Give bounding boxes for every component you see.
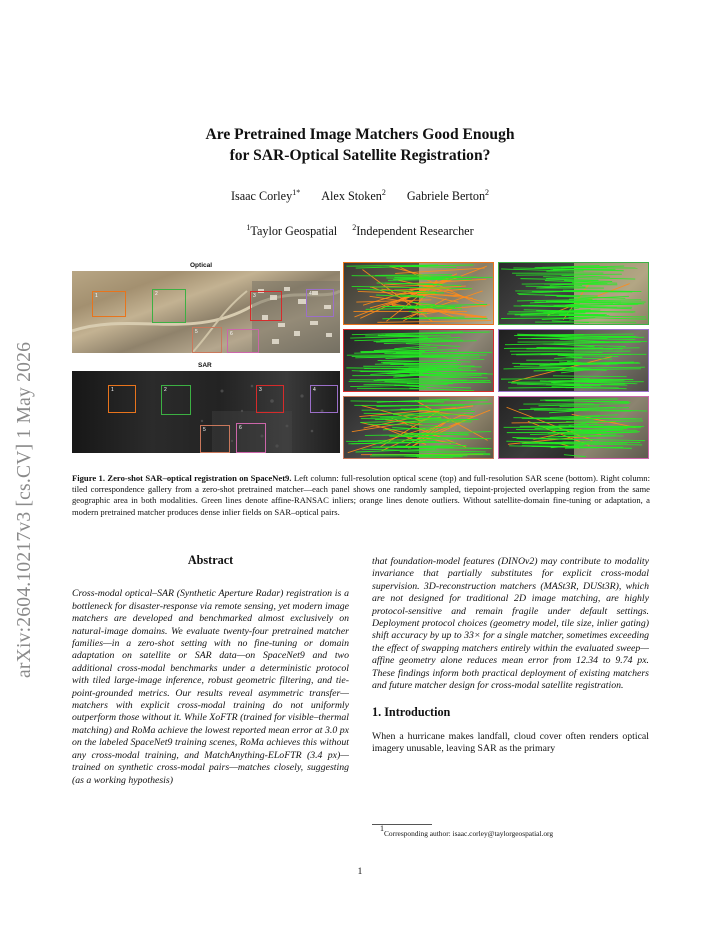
correspondence-gallery: [343, 262, 650, 459]
roi-box-5: 5: [192, 327, 222, 353]
inlier-line: [546, 369, 641, 370]
page-number: 1: [357, 866, 363, 877]
inlier-line: [402, 436, 434, 437]
roi-box-4: 4: [310, 385, 338, 413]
inlier-line: [384, 381, 490, 382]
author: Alex Stoken$^2$: [321, 188, 386, 203]
inlier-line: [406, 344, 460, 347]
abstract-right-column: [372, 556, 649, 756]
inlier-line: [536, 334, 633, 335]
outlier-line: [377, 321, 491, 323]
roi-box-1: 1: [92, 291, 126, 317]
inlier-line: [542, 267, 637, 268]
inlier-line: [561, 275, 609, 277]
match-panel-1: [343, 262, 494, 325]
inlier-line: [549, 411, 579, 413]
affiliation: $^1$Taylor Geospatial: [246, 223, 338, 238]
roi-box-6: 6: [236, 423, 266, 453]
roi-box-3: 3: [256, 385, 284, 413]
match-panel-3: [343, 329, 494, 392]
paper-title: [0, 124, 720, 166]
roi-box-5: 5: [200, 425, 230, 453]
abstract-text-continued: that foundation-model features (DINOv2) may contribute to modality invariance that partially substitutes for explicit cross-modal supervision. 3D-reconstruction matchers (MASt3R, DUSt3R), which are not designed for traditional 2D image matching, are highly protocol-sensitive and remain fragile under default settings. Deployment protocol choices (geometry model, tile size, inlier gating) shift accuracy by up to 33× for a single matcher, sometimes exceeding the effect of swapping matchers entirely within the evaluated sweep—affine geometry alone reduces mean error from 12.34 to 9.74 px. These findings inform both practical deployment of existing matchers and future matcher design for cross-modal satellite registration.: [372, 556, 649, 692]
match-panel-6: [498, 396, 649, 459]
inlier-line: [522, 283, 608, 284]
match-panel-5: [343, 396, 494, 459]
match-lines: [499, 397, 649, 459]
roi-box-1: 1: [108, 385, 136, 413]
match-lines: [344, 263, 494, 325]
inlier-line: [560, 339, 606, 341]
inlier-line: [572, 379, 634, 380]
inlier-line: [517, 438, 645, 440]
figure-scenes: [72, 262, 340, 456]
author-list: [0, 189, 720, 204]
inlier-line: [559, 424, 604, 425]
roi-box-2: 2: [152, 289, 186, 323]
inlier-line: [516, 274, 622, 275]
inlier-line: [404, 432, 491, 434]
inlier-line: [352, 276, 462, 277]
affiliations: [0, 224, 720, 239]
inlier-line: [545, 401, 628, 402]
roi-box-2: 2: [161, 385, 191, 415]
sar-scene-image: [72, 371, 340, 453]
sar-label: SAR: [198, 362, 212, 369]
section-heading-introduction: 1. Introduction: [372, 705, 451, 720]
inlier-line: [377, 377, 467, 380]
roi-box-6: 6: [227, 329, 259, 353]
abstract-heading: Abstract: [187, 553, 234, 567]
introduction-text: When a hurricane makes landfall, cloud cover often renders optical imagery unusable, leaving SAR as the primary: [372, 730, 649, 755]
inlier-line: [375, 275, 452, 276]
affiliation: $^2$Independent Researcher: [352, 223, 474, 238]
optical-scene-image: [72, 271, 340, 353]
inlier-line: [417, 293, 444, 294]
inlier-line: [405, 422, 471, 423]
author: Isaac Corley$^{1*}$: [230, 188, 301, 203]
match-lines: [499, 330, 649, 392]
match-panel-4: [498, 329, 649, 392]
footnote: $^1$Corresponding author: isaac.corley@taylorgeospatial.org: [380, 824, 554, 838]
arxiv-identifier: arXiv:2604.10217v3 [cs.CV] 1 May 2026: [14, 341, 35, 678]
inlier-line: [409, 388, 474, 391]
abstract-left-column: [72, 554, 349, 787]
inlier-line: [526, 286, 586, 287]
inlier-line: [404, 365, 475, 366]
title-line-2: for SAR-Optical Satellite Registration?: [229, 147, 491, 164]
match-panel-2: [498, 262, 649, 325]
roi-box-3: 3: [250, 291, 282, 321]
author: Gabriele Berton$^2$: [406, 188, 490, 203]
match-lines: [344, 397, 494, 459]
figure-caption: Figure 1. Zero-shot SAR–optical registration on SpaceNet9. Left column: full-resolution optical scene (top) and full-resolution SAR scene (bottom). Right column: tiled correspondence gallery from a zero-shot pretrained matcher—each panel shows one randomly sampled, tiepoint-projected overlapping region from the same geographic area in both modalities. Green lines denote affine-RANSAC inliers; orange lines denote outliers. Without satellite-domain fine-tuning or adaptation, a modern pretrained matcher produces dense inlier fields on SAR–optical pairs.: [72, 473, 650, 517]
match-lines: [499, 263, 649, 325]
abstract-text: Cross-modal optical–SAR (Synthetic Aperture Radar) registration is a bottleneck for disaster-response via remote sensing, yet modern image matchers are developed and benchmarked almost exclusively on natural-image domains. We evaluate twenty-four pretrained matcher families—in a zero-shot setting with no fine-tuning or domain adaptation on satellite or SAR data—on SpaceNet9 and two additional cross-modal benchmarks under a deterministic protocol with tiled large-image inference, robust geometric filtering, and tie-point-grounded metrics. Our results reveal asymmetric transfer—matchers with explicit cross-modal training do not uniformly outperform those without it. While XoFTR (trained for visible–thermal matching) and RoMa achieve the lowest reported mean error at 3.0 px on the labeled SpaceNet9 training scenes, RoMa achieves this without any cross-modal training, and MatchAnything-ELoFTR (3.4 px)—trained on synthetic cross-modal pairs—matches closely, suggesting (as a working hypothesis): [72, 588, 349, 786]
roi-box-4: 4: [306, 289, 334, 317]
inlier-line: [553, 376, 627, 377]
title-line-1: Are Pretrained Image Matchers Good Enough: [205, 126, 515, 143]
inlier-line: [373, 447, 491, 448]
inlier-line: [564, 455, 586, 457]
optical-label: Optical: [190, 262, 213, 269]
inlier-line: [520, 279, 598, 281]
match-lines: [344, 330, 494, 392]
